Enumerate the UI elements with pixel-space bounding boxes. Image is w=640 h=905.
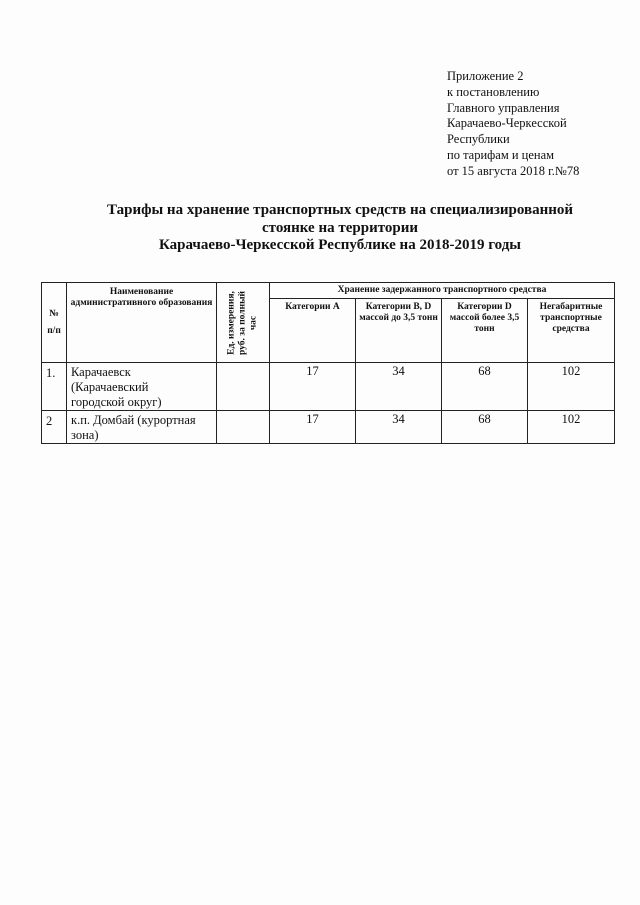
row-name: [67, 411, 217, 444]
annex-line: Главного управления: [447, 100, 560, 115]
row-value-oversized: 102: [528, 363, 615, 411]
header-unit-line: Ед. измерения,: [226, 290, 237, 355]
header-number-line: п/п: [47, 325, 61, 336]
row-value-cat-bd: 34: [356, 411, 442, 444]
row-value-cat-a: 17: [270, 363, 356, 411]
header-unit-rotated: [227, 290, 260, 354]
row-name-line: городской округ): [71, 395, 162, 409]
table-row: [42, 411, 615, 444]
header-category-d-heavy: Категории D массой более 3,5 тонн: [442, 299, 528, 363]
row-number: 2: [42, 411, 67, 444]
header-name: Наименование административного образования: [67, 283, 217, 363]
title-line: Карачаево-Черкесской Республике на 2018-2019 годы: [158, 237, 521, 253]
header-row-top: [42, 283, 615, 299]
row-name: [67, 363, 217, 411]
row-value-cat-d: 68: [442, 363, 528, 411]
header-category-oversized: Негабаритные транспортные средства: [528, 299, 615, 363]
row-number: 1.: [42, 363, 67, 411]
title-line: стоянке на территории: [261, 219, 419, 236]
row-unit: [217, 411, 270, 444]
annex-block: [447, 69, 632, 180]
row-name-line: к.п. Домбай (курортная: [71, 413, 196, 427]
annex-line: от 15 августа 2018 г.№78: [447, 163, 580, 178]
header-unit-line: руб. за полный: [237, 290, 248, 355]
row-unit: [217, 363, 270, 411]
title-line: Тарифы на хранение транспортных средств на специализированной: [106, 202, 574, 218]
row-value-oversized: 102: [528, 411, 615, 444]
table-row: [42, 363, 615, 411]
row-name-line: (Карачаевский: [71, 380, 149, 394]
tariffs-table: [41, 282, 615, 444]
annex-line: Приложение 2: [447, 69, 524, 83]
header-number-line: №: [49, 308, 59, 319]
row-value-cat-d: 68: [442, 411, 528, 444]
header-unit-line: час: [248, 315, 259, 330]
header-group: Хранение задержанного транспортного средства: [270, 283, 615, 299]
header-category-a: Категории А: [270, 299, 356, 363]
document-title: [60, 202, 620, 255]
row-value-cat-bd: 34: [356, 363, 442, 411]
row-name-line: Карачаевск: [71, 365, 131, 379]
row-name-line: зона): [71, 428, 99, 442]
annex-line: Карачаево-Черкесской: [447, 116, 567, 131]
annex-line: к постановлению: [447, 84, 540, 99]
header-number: [42, 283, 67, 363]
annex-line: Республики: [447, 132, 510, 147]
annex-line: по тарифам и ценам: [447, 147, 555, 162]
header-category-bd-light: Категории В, D массой до 3,5 тонн: [356, 299, 442, 363]
row-value-cat-a: 17: [270, 411, 356, 444]
header-unit: [217, 283, 270, 363]
